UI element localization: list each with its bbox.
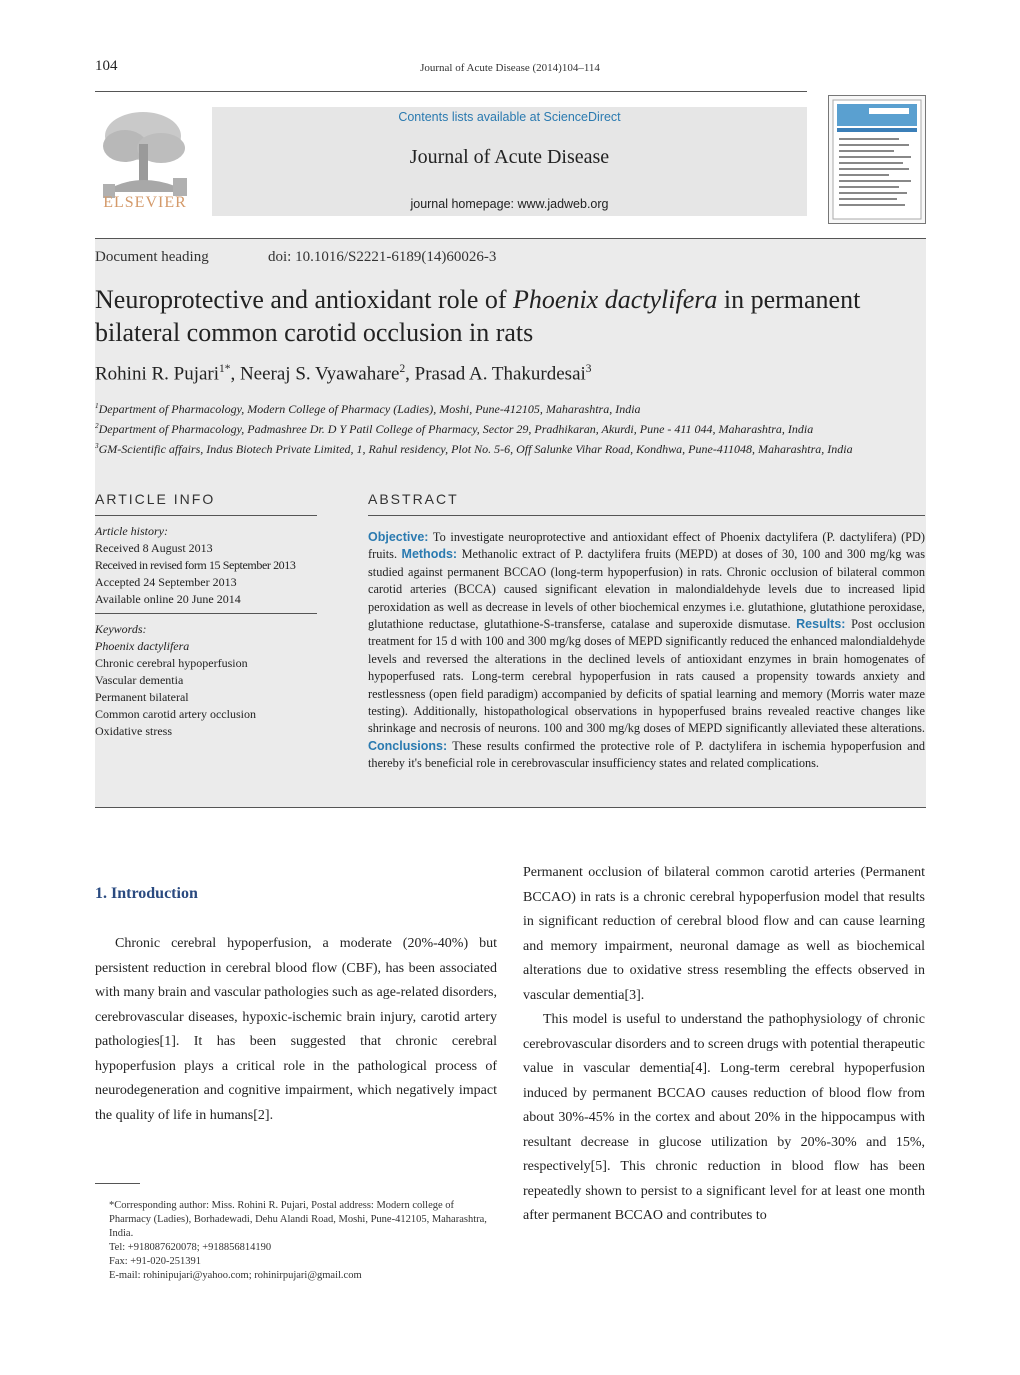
header-rule <box>95 91 807 92</box>
corresponding-author: *Corresponding author: Miss. Rohini R. Pujari, Postal address: Modern college of Pharmacy (Ladies), Borhadewadi, Dehu Alandi Road, Moshi, Pune-412105, Maharashtra, India. <box>109 1200 487 1239</box>
document-heading-label: Document heading <box>95 249 209 265</box>
affiliation-text: GM-Scientific affairs, Indus Biotech Private Limited, 1, Rahul residency, Plot No. 5-6, Off Salunke Vihar Road, Kondhwa, Pune-411048, Maharashtra, India <box>98 442 853 456</box>
affiliation <box>95 442 927 457</box>
conclusions-label: Conclusions: <box>368 738 448 753</box>
history-revised: Received in revised form 15 September 2013 <box>95 558 296 572</box>
paragraph: This model is useful to understand the pathophysiology of chronic cerebrovascular disorders and to screen drugs with potential therapeutic value in vascular dementia[4]. Long-term cerebral hypoperfusion induced by permanent BCCAO causes reduction of blood flow from about 30%-45% in the cortex and about 20% in the hippocampus with resultant decrease in glucose utilization by 20%-30% and 15%, respectively[5]. This chronic reduction in blood flow has been repeatedly shown to persist to a significant level for at least one month after permanent BCCAO and contributes to <box>523 1012 925 1223</box>
fax: Fax: +91-020-251391 <box>109 1256 201 1267</box>
history-rule <box>95 613 317 614</box>
title-text-2: in permanent bilateral common carotid occlusion in rats <box>95 285 861 347</box>
objective-label: Objective: <box>368 530 429 544</box>
results-text: Post occlusion treatment for 15 d with 100 and 300 mg/kg doses of MEPD significantly reduced the enhanced malondialdehyde levels and reversed the alterations in the declined levels of antioxidant enzymes in brain homogenates of hypoperfused rats. Long-term cerebral hypoperfusion in rats caused a propensity towards anxiety and restlessness (open field paradigm) accompanied by deficits of spatial learning and memory (Morris water maze testing). Additionally, histopathological observations in hypoperfused brains revealed reactive changes like shrinkage and necrosis of neurons. 100 and 300 mg/kg doses of MEPD significantly alleviated these alterations. <box>368 617 925 736</box>
journal-title: Journal of Acute Disease <box>409 146 610 168</box>
article-info-heading: ARTICLE INFO <box>95 491 216 507</box>
author-name: Prasad A. Thakurdesai <box>414 363 586 385</box>
affiliation <box>95 402 927 417</box>
paragraph: Permanent occlusion of bilateral common carotid arteries (Permanent BCCAO) in rats is a chronic cerebral hypoperfusion model that results in significant reduction of cerebral blood flow and can cause learning and memory impairment, neuronal damage as well as biochemical alterations due to oxidative stress resembling the effects observed in vascular dementia[3]. <box>523 865 925 1003</box>
article-info-rule <box>95 515 317 516</box>
affiliation-sup: 2 <box>95 422 99 430</box>
running-head: Journal of Acute Disease (2014)104–114 <box>420 62 600 74</box>
methods-text: Methanolic extract of P. dactylifera fruits (MEPD) at doses of 30, 100 and 300 mg/kg was studied against permanent BCCAO (long-term hypoperfusion) in rats. Chronic occlusion of bilateral common carotid arteries (BCCA) caused significant elevation in malondialdehyde levels due to increased lipid peroxidation as well as decrease in levels of other biochemical enzymes i.e. glutathione, glutathione peroxidase, glutathione reductase, glutathione-S-transferse, catalase and superoxide dismutase. <box>368 547 926 632</box>
title-species: Phoenix dactylifera <box>513 285 718 314</box>
affiliation-sup: 1 <box>95 402 99 410</box>
keyword: Chronic cerebral hypoperfusion <box>95 656 248 670</box>
objective-text: To investigate neuroprotective and antioxidant effect of Phoenix dactylifera (P. dactylifera) (PD) fruits. <box>368 530 925 562</box>
doi[interactable]: doi: 10.1016/S2221-6189(14)60026-3 <box>268 249 497 265</box>
keywords-label: Keywords: <box>95 622 147 636</box>
paragraph: Chronic cerebral hypoperfusion, a moderate (20%-40%) but persistent reduction in cerebral blood flow (CBF), has been associated with many brain and vascular pathologies such as age-related disorders, cerebrovascular diseases, hypoxic-ischemic brain injury, carotid artery pathologies[1]. It has been suggested that chronic cerebral hypoperfusion plays a critical role in the pathological process of neurodegeneration and cognitive impairment, which negatively impact the quality of life in humans[2]. <box>95 936 497 1123</box>
affiliation-text: Department of Pharmacology, Modern College of Pharmacy (Ladies), Moshi, Pune-412105, Maharashtra, India <box>98 402 641 416</box>
journal-homepage[interactable]: journal homepage: www.jadweb.org <box>410 197 609 211</box>
author-sup: 1* <box>219 363 231 375</box>
history-online: Available online 20 June 2014 <box>95 592 241 606</box>
history-accepted: Accepted 24 September 2013 <box>95 575 237 589</box>
abstract-rule <box>368 515 925 516</box>
author-sup: 2 <box>399 363 406 375</box>
email[interactable]: E-mail: rohinipujari@yahoo.com; rohinirpujari@gmail.com <box>109 1270 362 1281</box>
left-column <box>95 932 497 1128</box>
page-number: 104 <box>95 58 118 74</box>
history-received: Received 8 August 2013 <box>95 541 213 555</box>
abstract-body <box>368 529 925 773</box>
section-heading-introduction: 1. Introduction <box>95 885 198 902</box>
author-list: Rohini R. Pujari$^{1*}$, Neeraj S. Vyawahare$^2$, Prasad A. Thakurdesai$^3$ <box>95 363 592 385</box>
affiliation-sup: 3 <box>95 442 99 450</box>
author-sup: 3 <box>585 363 592 375</box>
author-name: Neeraj S. Vyawahare <box>239 363 400 385</box>
right-column <box>523 861 925 1229</box>
abstract-heading: ABSTRACT <box>368 491 459 507</box>
elsevier-logo <box>95 106 195 216</box>
article-title <box>95 283 927 349</box>
affiliation-text: Department of Pharmacology, Padmashree Dr. D Y Patil College of Pharmacy, Sector 29, Pradhikaran, Akurdi, Pune - 411 044, Maharashtra, India <box>98 422 814 436</box>
keyword: Common carotid artery occlusion <box>95 707 256 721</box>
methods-label: Methods: <box>401 547 458 562</box>
keywords <box>95 621 325 740</box>
title-text-1: Neuroprotective and antioxidant role of <box>95 285 514 314</box>
author-name: Rohini R. Pujari <box>95 363 220 385</box>
history-label: Article history: <box>95 524 168 538</box>
article-history <box>95 523 325 608</box>
telephone: Tel: +918087620078; +918856814190 <box>109 1242 272 1253</box>
contents-link[interactable]: Contents lists available at ScienceDirect <box>398 110 621 124</box>
publisher-name: ELSEVIER <box>103 194 187 211</box>
footnote-rule <box>95 1183 140 1184</box>
journal-cover-thumbnail <box>828 95 926 224</box>
keyword: Phoenix dactylifera <box>95 639 190 653</box>
keyword: Vascular dementia <box>95 673 184 687</box>
footnote <box>95 1199 497 1283</box>
results-label: Results: <box>796 617 846 632</box>
band-bottom-rule <box>95 807 926 808</box>
band-rule <box>95 238 926 239</box>
cover-image-icon <box>829 96 925 223</box>
keyword: Permanent bilateral <box>95 690 189 704</box>
conclusions-text: These results confirmed the protective role of P. dactylifera in ischemia hypoperfusion and thereby it's beneficial role in cerebrovascular insufficiency states and related complications. <box>368 738 925 771</box>
affiliation <box>95 422 927 437</box>
keyword: Oxidative stress <box>95 724 172 738</box>
